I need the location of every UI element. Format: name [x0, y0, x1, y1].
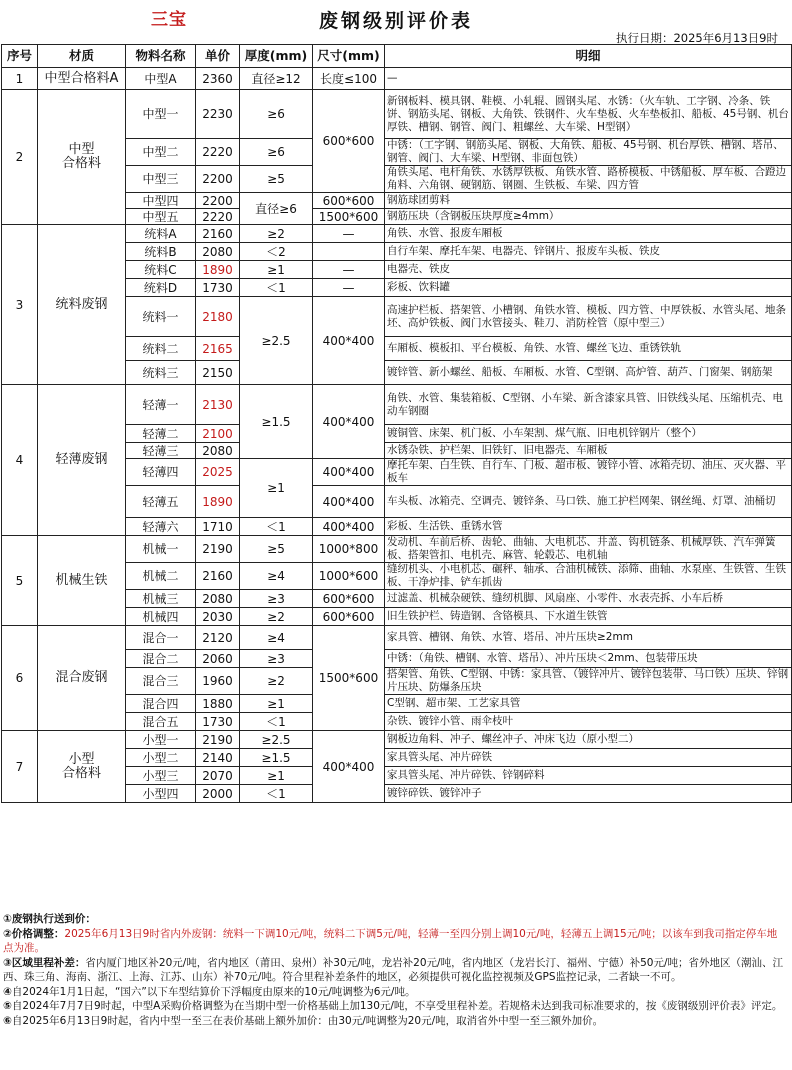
item-name-cell: 机械二 — [126, 563, 196, 590]
material-cell: 机械生铁 — [38, 536, 126, 626]
size-cell: — — [313, 225, 385, 243]
item-name-cell: 机械三 — [126, 590, 196, 608]
note-item — [1, 985, 785, 1000]
note-text: 省内厦门地区补20元/吨，省内地区（莆田、泉州）补30元/吨，龙岩补20元/吨，省内地区（龙岩长汀、福州、宁德）补50元/吨；省外地区（潮汕、江西、珠三角、海南、浙江、上海、江苏、山东）补70元/吨。符合里程补差条件的地区，必须提供可视化监控视频及GPS监控记录，二者缺一不可。 — [3, 956, 783, 983]
size-cell: 400*400 — [313, 459, 385, 486]
price-cell: 2360 — [196, 68, 240, 90]
thickness-cell: ≥1 — [240, 767, 313, 785]
price-cell: 2140 — [196, 749, 240, 767]
detail-cell: 角铁头尾、电杆角铁、水锈厚铁板、角铁水管、路桥模板、中锈船板、厚车板、合蹬边角料、六角钢、硬钢筋、钢圈、生铁板、车梁、四方管 — [385, 166, 792, 193]
price-cell: 2025 — [196, 459, 240, 486]
detail-cell: 镀锌碎铁、镀锌冲子 — [385, 785, 792, 803]
note-heading: ①废钢执行送到价： — [3, 913, 96, 925]
detail-cell: 钢筋压块（含钢板压块厚度≥4mm） — [385, 209, 792, 225]
detail-cell: 角铁、水管、集装箱板、C型钢、小车梁、新含漆家具管、旧铁线头尾、压缩机壳、电动车钢圈 — [385, 385, 792, 425]
thickness-cell: ≥5 — [240, 166, 313, 193]
detail-cell: 钢筋球团剪料 — [385, 193, 792, 209]
price-cell: 2070 — [196, 767, 240, 785]
thickness-cell: ≥4 — [240, 563, 313, 590]
item-name-cell: 混合三 — [126, 668, 196, 695]
price-cell: 2000 — [196, 785, 240, 803]
thickness-cell: ＜1 — [240, 279, 313, 297]
thickness-cell: ≥3 — [240, 650, 313, 668]
detail-cell: 彩板、生活铁、重锈水管 — [385, 518, 792, 536]
note-heading: ⑤ — [3, 1000, 12, 1012]
seq-cell: 4 — [2, 385, 38, 536]
item-name-cell: 中型一 — [126, 90, 196, 139]
price-cell: 2190 — [196, 731, 240, 749]
material-cell: 统料废钢 — [38, 225, 126, 385]
size-cell: 400*400 — [313, 518, 385, 536]
size-cell: — — [313, 261, 385, 279]
detail-cell: 中锈：（工字钢、钢筋头尾、钢板、大角铁、船板、45号钢、机台厚铁、槽钢、塔吊、钢管、阀门、大车梁、H型钢、非面包铁） — [385, 139, 792, 166]
detail-cell: 缝纫机头、小电机芯、碾秤、轴承、合油机械铁、添筛、曲轴、水泵座、生铁管、生铁板、干净炉排、铲车抓齿 — [385, 563, 792, 590]
size-cell: 600*600 — [313, 608, 385, 626]
price-cell: 1890 — [196, 486, 240, 518]
header-item-name: 物料名称 — [126, 45, 196, 68]
item-name-cell: 轻薄四 — [126, 459, 196, 486]
price-cell: 2100 — [196, 425, 240, 443]
item-name-cell: 统料B — [126, 243, 196, 261]
thickness-cell: ＜1 — [240, 713, 313, 731]
note-item — [1, 956, 785, 985]
thickness-cell: ≥6 — [240, 139, 313, 166]
price-cell: 2060 — [196, 650, 240, 668]
seq-cell: 6 — [2, 626, 38, 731]
material-cell: 混合废钢 — [38, 626, 126, 731]
item-name-cell: 轻薄六 — [126, 518, 196, 536]
header-seq: 序号 — [2, 45, 38, 68]
detail-cell: 自行车架、摩托车架、电器壳、锌钢片、报废车头板、铁皮 — [385, 243, 792, 261]
detail-cell: 角铁、水管、报废车厢板 — [385, 225, 792, 243]
thickness-cell: ≥2 — [240, 608, 313, 626]
thickness-cell: ≥1 — [240, 459, 313, 518]
header-thickness: 厚度(mm) — [240, 45, 313, 68]
header-price: 单价 — [196, 45, 240, 68]
item-name-cell: 轻薄三 — [126, 443, 196, 459]
price-cell: 2165 — [196, 337, 240, 361]
note-text: 2025年6月13日9时省内外废钢：统料一下调10元/吨，统料二下调5元/吨，轻薄一至四分别上调10元/吨，轻薄五上调15元/吨；以该车到我司指定停车地点为准。 — [3, 927, 778, 954]
price-cell: 2180 — [196, 297, 240, 337]
table-row — [2, 536, 792, 563]
thickness-cell: ≥3 — [240, 590, 313, 608]
detail-cell: 摩托车架、白生铁、自行车、门板、超市板、镀锌小管、冰箱壳切、油压、灭火器、平板车 — [385, 459, 792, 486]
detail-cell: 镀锌管、新小螺丝、船板、车厢板、水管、C型钢、高炉管、葫芦、门窗架、钢筋架 — [385, 361, 792, 385]
size-cell: 长度≤100 — [313, 68, 385, 90]
price-cell: 1880 — [196, 695, 240, 713]
item-name-cell: 统料三 — [126, 361, 196, 385]
price-cell: 2150 — [196, 361, 240, 385]
item-name-cell: 轻薄五 — [126, 486, 196, 518]
note-heading: ②价格调整： — [3, 927, 65, 940]
note-item — [1, 927, 785, 956]
detail-cell: 家具管头尾、冲片碎铁、锌钢碎料 — [385, 767, 792, 785]
detail-cell: 家具管头尾、冲片碎铁 — [385, 749, 792, 767]
thickness-cell: ≥2.5 — [240, 297, 313, 385]
item-name-cell: 统料C — [126, 261, 196, 279]
thickness-cell: ＜1 — [240, 785, 313, 803]
price-cell: 2080 — [196, 590, 240, 608]
price-cell: 2220 — [196, 139, 240, 166]
price-cell: 2190 — [196, 536, 240, 563]
item-name-cell: 小型二 — [126, 749, 196, 767]
item-name-cell: 轻薄二 — [126, 425, 196, 443]
table-row — [2, 90, 792, 139]
detail-cell: — — [385, 68, 792, 90]
note-item — [1, 912, 785, 927]
thickness-cell: ≥4 — [240, 626, 313, 650]
item-name-cell: 小型四 — [126, 785, 196, 803]
detail-cell: C型钢、超市架、工艺家具管 — [385, 695, 792, 713]
thickness-cell: ≥6 — [240, 90, 313, 139]
size-cell: 400*400 — [313, 385, 385, 459]
price-cell: 2160 — [196, 225, 240, 243]
note-text: 自2024年7月7日9时起，中型A采购价格调整为在当期中型一价格基础上加130元/吨，不享受里程补差。若规格未达到我司标准要求的，按《废钢级别评价表》评定。 — [11, 1000, 783, 1012]
thickness-cell: ≥2.5 — [240, 731, 313, 749]
item-name-cell: 小型三 — [126, 767, 196, 785]
material-cell: 小型 合格料 — [38, 731, 126, 803]
size-cell: 1500*600 — [313, 626, 385, 731]
item-name-cell: 统料二 — [126, 337, 196, 361]
thickness-cell: 直径≥12 — [240, 68, 313, 90]
size-cell: — — [313, 279, 385, 297]
size-cell: 400*400 — [313, 486, 385, 518]
header-detail: 明细 — [385, 45, 792, 68]
size-cell: 600*600 — [313, 193, 385, 209]
table-header-row — [2, 45, 792, 68]
seq-cell: 5 — [2, 536, 38, 626]
detail-cell: 发动机、车前后桥、齿轮、曲轴、大电机芯、井盖、钩机链条、机械厚铁、汽车弹簧板、搭架管扣、电机壳、麻管、轮毂芯、电机轴 — [385, 536, 792, 563]
size-cell: 400*400 — [313, 731, 385, 803]
detail-cell: 搭架管、角铁、C型钢、中锈：家具管、（镀锌冲片、镀锌包装带、马口铁）压块、锌钢片压块、防爆条压块 — [385, 668, 792, 695]
thickness-cell: ≥5 — [240, 536, 313, 563]
price-cell: 2200 — [196, 193, 240, 209]
material-cell: 轻薄废钢 — [38, 385, 126, 536]
price-cell: 2200 — [196, 166, 240, 193]
seq-cell: 7 — [2, 731, 38, 803]
note-text: 自2025年6月13日9时起，省内中型一至三在表价基础上额外加价：由30元/吨调整为20元/吨，取消省外中型一至三额外加价。 — [11, 1014, 604, 1027]
thickness-cell: ≥2 — [240, 668, 313, 695]
price-cell: 2220 — [196, 209, 240, 225]
detail-cell: 彩板、饮料罐 — [385, 279, 792, 297]
material-cell: 中型合格料A — [38, 68, 126, 90]
price-cell: 1730 — [196, 279, 240, 297]
note-heading: ⑥ — [3, 1014, 12, 1027]
item-name-cell: 统料A — [126, 225, 196, 243]
detail-cell: 车头板、冰箱壳、空调壳、镀锌条、马口铁、施工护栏网架、钢丝绳、灯罩、油桶切 — [385, 486, 792, 518]
brand-logo-text: 三宝 — [151, 10, 187, 30]
item-name-cell: 中型五 — [126, 209, 196, 225]
price-cell: 2120 — [196, 626, 240, 650]
grade-table — [1, 44, 792, 803]
notes-section — [1, 912, 785, 1028]
size-cell: 600*600 — [313, 90, 385, 193]
thickness-cell: ≥1 — [240, 261, 313, 279]
header-size: 尺寸(mm) — [313, 45, 385, 68]
size-cell — [313, 243, 385, 261]
price-cell: 1710 — [196, 518, 240, 536]
note-text: 自2024年1月1日起，“国六”以下车型结算价下浮幅度由原来的10元/吨调整为6元/吨。 — [11, 985, 416, 998]
detail-cell: 镀铜管、床架、机门板、小车架割、煤气瓶、旧电机锌钢片（整个） — [385, 425, 792, 443]
item-name-cell: 中型二 — [126, 139, 196, 166]
note-heading: ④ — [3, 985, 12, 998]
page-title: 废钢级别评价表 — [318, 10, 473, 32]
item-name-cell: 中型三 — [126, 166, 196, 193]
detail-cell: 过滤盖、机械杂硬铁、缝纫机脚、风扇座、小零件、水表壳拆、小车后桥 — [385, 590, 792, 608]
detail-cell: 中锈：（角铁、槽钢、水管、塔吊）、冲片压块＜2mm、包装带压块 — [385, 650, 792, 668]
note-heading: ③区域里程补差： — [3, 956, 86, 969]
table-body — [2, 68, 792, 803]
material-cell: 中型 合格料 — [38, 90, 126, 225]
item-name-cell: 轻薄一 — [126, 385, 196, 425]
detail-cell: 高速护栏板、搭架管、小槽钢、角铁水管、模板、四方管、中厚铁板、水管头尾、地条坯、高炉铁板、阀门水管接头、鞋刀、消防栓管（原中型三） — [385, 297, 792, 337]
item-name-cell: 小型一 — [126, 731, 196, 749]
item-name-cell: 混合五 — [126, 713, 196, 731]
note-item — [1, 999, 785, 1014]
price-cell: 2230 — [196, 90, 240, 139]
thickness-cell: 直径≥6 — [240, 193, 313, 225]
item-name-cell: 混合二 — [126, 650, 196, 668]
table-row — [2, 385, 792, 425]
thickness-cell: ≥1.5 — [240, 385, 313, 459]
seq-cell: 1 — [2, 68, 38, 90]
item-name-cell: 机械四 — [126, 608, 196, 626]
thickness-cell: ≥1.5 — [240, 749, 313, 767]
size-cell: 600*600 — [313, 590, 385, 608]
size-cell: 400*400 — [313, 297, 385, 385]
execution-date: 执行日期：2025年6月13日9时 — [615, 31, 778, 45]
size-cell: 1500*600 — [313, 209, 385, 225]
thickness-cell: ＜1 — [240, 518, 313, 536]
size-cell: 1000*800 — [313, 536, 385, 563]
size-cell: 1000*600 — [313, 563, 385, 590]
price-cell: 1960 — [196, 668, 240, 695]
seq-cell: 2 — [2, 90, 38, 225]
table-row — [2, 225, 792, 243]
detail-cell: 新钢板料、模具钢、鞋模、小轧辊、圆钢头尾、水锈：（火车轨、工字钢、冷条、铁饼、钢筋头尾、钢板、大角铁、铁钢件、火车垫板、火车垫板扣、船板、45号钢、机台厚铁、槽钢、钢管、阀门、粗螺丝、大车梁、H型钢） — [385, 90, 792, 139]
detail-cell: 水锈杂铁、护栏架、旧铁钉、旧电器壳、车厢板 — [385, 443, 792, 459]
price-cell: 2160 — [196, 563, 240, 590]
detail-cell: 车厢板、模板扣、平台模板、角铁、水管、螺丝飞边、重锈铁轨 — [385, 337, 792, 361]
table-row — [2, 626, 792, 650]
item-name-cell: 混合一 — [126, 626, 196, 650]
item-name-cell: 中型A — [126, 68, 196, 90]
item-name-cell: 统料D — [126, 279, 196, 297]
item-name-cell: 统料一 — [126, 297, 196, 337]
detail-cell: 旧生铁护栏、铸造钢、含铬模具、下水道生铁管 — [385, 608, 792, 626]
price-cell: 2080 — [196, 243, 240, 261]
thickness-cell: ＜2 — [240, 243, 313, 261]
table-row — [2, 68, 792, 90]
price-cell: 2130 — [196, 385, 240, 425]
note-item — [1, 1014, 785, 1029]
item-name-cell: 机械一 — [126, 536, 196, 563]
table-row — [2, 731, 792, 749]
price-cell: 1890 — [196, 261, 240, 279]
detail-cell: 家具管、槽钢、角铁、水管、塔吊、冲片压块≥2mm — [385, 626, 792, 650]
detail-cell: 杂铁、镀锌小管、雨伞枝叶 — [385, 713, 792, 731]
price-cell: 2030 — [196, 608, 240, 626]
price-cell: 2080 — [196, 443, 240, 459]
item-name-cell: 混合四 — [126, 695, 196, 713]
seq-cell: 3 — [2, 225, 38, 385]
thickness-cell: ≥2 — [240, 225, 313, 243]
price-cell: 1730 — [196, 713, 240, 731]
header-material: 材质 — [38, 45, 126, 68]
detail-cell: 电器壳、铁皮 — [385, 261, 792, 279]
item-name-cell: 中型四 — [126, 193, 196, 209]
thickness-cell: ≥1 — [240, 695, 313, 713]
detail-cell: 钢板边角料、冲子、螺丝冲子、冲床飞边（原小型二） — [385, 731, 792, 749]
